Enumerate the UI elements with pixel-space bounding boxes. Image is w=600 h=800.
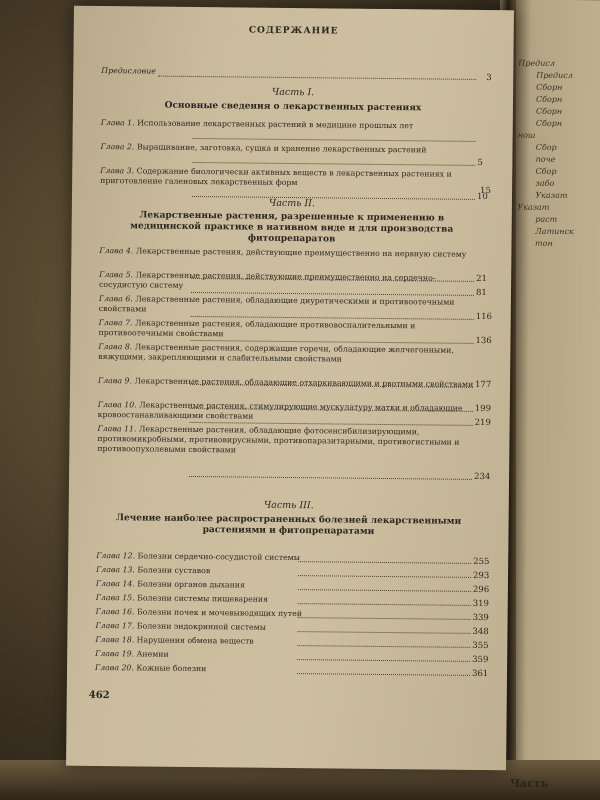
- contents-page: [66, 6, 514, 771]
- part2-chapter-row: [98, 342, 478, 366]
- part2-chapter-page: 177: [474, 379, 492, 391]
- part1-chapter-row: [101, 118, 481, 132]
- part3-chapter-label: Глава 19.: [95, 648, 137, 659]
- part3-chapter-page: 255: [473, 556, 490, 568]
- part2-chapter-page: 81: [475, 287, 487, 299]
- part3-chapter-page: 361: [471, 668, 489, 680]
- part3-title: Часть III.: [263, 499, 314, 512]
- part2-chapter-row: [99, 270, 479, 294]
- part3-chapter-label: Глава 13.: [96, 564, 138, 575]
- part3-chapter-label: Глава 20.: [95, 662, 137, 673]
- facing-page: [509, 0, 600, 790]
- part1-chapter-dot-leader: [193, 138, 476, 142]
- part3-chapter-label: Глава 18.: [95, 634, 137, 645]
- part2-chapter-row: [98, 400, 478, 424]
- facing-page-fragment: Латинск: [535, 226, 574, 237]
- part2-chapter-page: 21: [476, 273, 488, 285]
- part1-chapter-text: Содержание биологически активных веществ в лекарственных растениях и приготовление галеновых лекарственных форм: [100, 166, 452, 188]
- facing-page-fragment: забо: [535, 178, 555, 188]
- part3-chapter-label: Глава 15.: [95, 592, 138, 603]
- part2-chapter-page: 199: [474, 403, 492, 415]
- part2-chapter-text: Лекарственные растения, обладающие диуретическими и противоотечными свойствами: [98, 294, 455, 314]
- part1-chapter-dot-leader: [192, 162, 475, 166]
- part1-chapter-page: 5: [477, 157, 483, 169]
- part2-chapter-text: Лекарственные растения, обладающие фотосенсибилизирующими, противомикробными, противовирусными, противопаразитарными, противогистными и противоопухолевыми свойствами: [97, 424, 460, 455]
- part2-chapter-page: 234: [474, 471, 491, 483]
- part2-chapter-page: 219: [474, 417, 491, 429]
- lower-page-text: Часть: [510, 777, 549, 790]
- facing-page-fragment: тон: [535, 238, 553, 248]
- facing-page-fragment: Сборн: [535, 106, 563, 116]
- part2-title: Часть II.: [268, 197, 316, 210]
- part2-chapter-row: [98, 376, 478, 390]
- part3-chapter-text: Болезни сердечно-сосудистой системы: [137, 551, 300, 563]
- part2-section-title: Лекарственные растения, разрешенные к применению в медицинской практике в нативном виде и для производства фитопрепаратов: [130, 210, 454, 245]
- facing-page-fragment: Предисл: [536, 70, 573, 81]
- facing-page-fragment: Сборн: [536, 94, 563, 104]
- page-title: СОДЕРЖАНИЕ: [248, 25, 339, 37]
- part2-chapter-page: 136: [475, 335, 492, 347]
- part3-chapter-page: 293: [472, 570, 490, 582]
- part3-chapter-page: 319: [472, 598, 490, 610]
- part2-chapter-text: Лекарственные растения, действующие преимущественно на нервную систему: [135, 246, 467, 259]
- part1-chapter-row: [100, 166, 480, 190]
- part2-chapter-row: [99, 318, 479, 342]
- part2-chapter-text: Лекарственные растения, действующие преимущественно на сердечно-сосудистую систему: [99, 270, 436, 290]
- part3-chapter-page: 339: [472, 612, 489, 624]
- facing-page-fragment: раст: [535, 214, 558, 224]
- part2-chapter-label: Глава 11.: [97, 423, 139, 434]
- part3-chapter-label: Глава 17.: [95, 620, 137, 631]
- part1-chapter-label: Глава 1.: [100, 118, 138, 128]
- part2-chapter-label: Глава 5.: [99, 269, 136, 280]
- part3-chapter-label: Глава 12.: [96, 550, 138, 561]
- part1-chapter-page: 10: [476, 191, 488, 203]
- part1-chapter-row: [100, 142, 480, 156]
- part3-chapter-text: Анемии: [136, 649, 169, 659]
- part3-chapter-text: Болезни почек и мочевыводящих путей: [136, 607, 302, 619]
- part2-chapter-label: Глава 7.: [98, 317, 136, 328]
- facing-page-fragment: Сбор: [535, 166, 557, 176]
- part2-chapter-text: Лекарственные растения, обладающие противовоспалительными и противоотечными свойствами: [98, 318, 416, 339]
- part3-chapter-page: 359: [472, 654, 489, 666]
- part3-chapter-page: 296: [472, 584, 490, 596]
- part2-chapter-text: Лекарственные растения, обладающие отхаркивающими и рвотными свойствами: [134, 376, 474, 389]
- part1-title: Часть I.: [271, 86, 315, 99]
- part3-chapter-text: Болезни суставов: [137, 565, 211, 576]
- facing-page-fragment: Указат: [517, 202, 550, 212]
- preface-label: Предисловие: [101, 66, 156, 76]
- part2-chapter-dot-leader: [189, 476, 472, 480]
- part3-chapter-label: Глава 14.: [95, 578, 138, 589]
- part1-extra-page: 15: [480, 185, 491, 197]
- part3-chapter-text: Болезни органов дыхания: [137, 579, 245, 590]
- facing-page-fragment: Сборн: [535, 118, 563, 128]
- part2-chapter-label: Глава 9.: [98, 375, 135, 386]
- part3-chapter-label: Глава 16.: [95, 606, 138, 617]
- part3-chapter-page: 348: [472, 626, 489, 638]
- part1-chapter-label: Глава 3.: [100, 166, 137, 176]
- part1-chapter-label: Глава 2.: [100, 142, 137, 152]
- part2-chapter-label: Глава 10.: [97, 399, 140, 410]
- part2-chapter-label: Глава 8.: [98, 341, 135, 352]
- part1-chapter-text: Использование лекарственных растений в медицине прошлых лет: [137, 118, 414, 131]
- part2-chapter-label: Глава 6.: [98, 293, 136, 304]
- page-number: 462: [88, 689, 110, 702]
- facing-page-fragment: Предисл: [518, 58, 555, 68]
- facing-page-fragment: Сборн: [536, 82, 563, 92]
- facing-page-fragment: поче: [535, 154, 556, 164]
- facing-page-fragment: нош: [517, 130, 536, 140]
- facing-page-fragment: Сбор: [535, 142, 557, 152]
- part3-section-title: Лечение наиболее распространенных болезней лекарственными растениями и фитопрепаратами: [115, 513, 462, 537]
- facing-page-fragment: Указат: [535, 190, 568, 200]
- part1-chapter-text: Выращивание, заготовка, сушка и хранение лекарственных растений: [136, 142, 427, 155]
- part2-chapter-row: [99, 246, 479, 260]
- part2-chapter-label: Глава 4.: [99, 245, 136, 256]
- part3-chapter-text: Нарушения обмена веществ: [136, 635, 254, 646]
- preface-page: 3: [486, 73, 492, 84]
- part2-chapter-page: 116: [475, 311, 493, 323]
- part3-chapter-text: Кожные болезни: [136, 663, 207, 674]
- part2-chapter-text: Лекарственные растения, стимулирующие мускулатуру матки и обладающие кровоостанавливающими свойствами: [97, 400, 463, 421]
- part1-section-title: Основные сведения о лекарственных растениях: [164, 100, 422, 114]
- part3-chapter-text: Болезни эндокринной системы: [136, 621, 266, 632]
- part2-chapter-row: [99, 294, 479, 318]
- part3-chapter-page: 355: [472, 640, 489, 652]
- part3-chapter-text: Болезни системы пищеварения: [137, 593, 269, 604]
- part2-chapter-row: [97, 424, 477, 458]
- part2-chapter-text: Лекарственные растения, содержащие горечи, обладающие желчегонными, вяжущими, закрепляющими и слабительными свойствами: [98, 342, 454, 364]
